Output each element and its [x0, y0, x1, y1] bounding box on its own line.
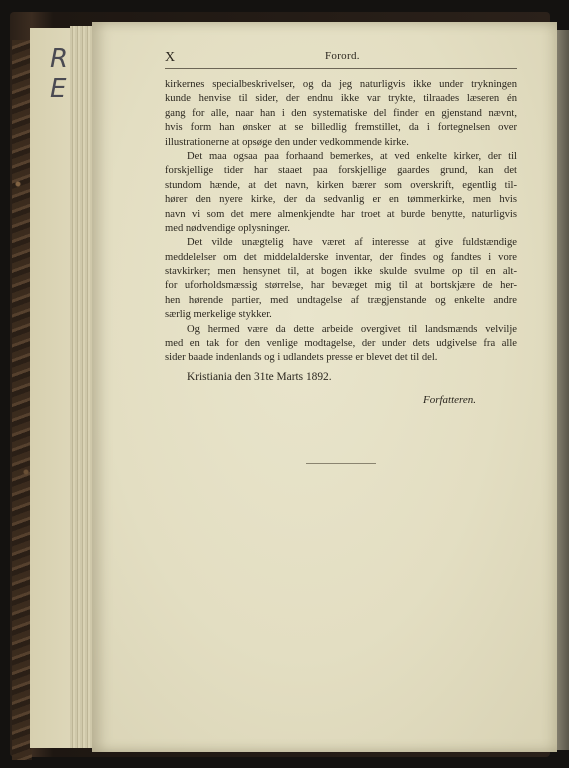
- text-line: gang for alle, naar han i den systematiske del finder en gjenstand nævnt,: [165, 107, 517, 119]
- text-line: hen hørende partier, med undtagelse af trægjenstande og enkelte andre: [165, 294, 517, 306]
- text-line: Og hermed være da dette arbeide overgivet til landsmænds velvilje: [187, 323, 517, 335]
- preface-body: [165, 78, 517, 366]
- text-line: stavkirker; men hensynet til, at bogen ikke skulde svulme op til en alt-: [165, 266, 517, 278]
- place-date-line: Kristiania den 31te Marts 1892.: [187, 371, 332, 383]
- text-line: kunde henvise til sider, der endnu ikke var trykte, tilraades læseren én: [165, 93, 517, 105]
- text-line: forskjellige tider har staaet paa forskjellige gaardes grund, kan det: [165, 165, 517, 177]
- text-line: navn vi som det mere almenkjendte har troet at burde benytte, naturligvis: [165, 208, 517, 220]
- running-head: Forord.: [325, 50, 360, 62]
- text-line: hvis form han ønsker at se billedlig fremstillet, da i fortegnelsen over: [165, 122, 517, 134]
- text-line: Det maa ogsaa paa forhaand bemerkes, at ved enkelte kirker, der til: [187, 150, 517, 162]
- text-line: sider baade indenlands og i udlandets presse er blevet det til del.: [165, 352, 438, 364]
- page-header: [165, 50, 517, 69]
- text-line: meddelelser om det middelalderske inventar, der findes og fandtes i vore: [165, 251, 517, 263]
- text-line: illustrationerne at opsøge den under vedkommende kirke.: [165, 136, 409, 148]
- text-line: med en tak for den venlige modtagelse, der under dets udgivelse fra alle: [165, 338, 517, 350]
- pencil-note-e: E: [50, 74, 67, 104]
- author-signature: Forfatteren.: [423, 394, 477, 406]
- page-number: X: [165, 50, 176, 65]
- pencil-note-r: R: [50, 44, 69, 74]
- text-line: Det vilde unægtelig have været af interesse at give fuldstændige: [187, 237, 517, 249]
- text-line: med nødvendige oplysninger.: [165, 222, 291, 234]
- text-line: hører den nyere kirke, der da sedvanlig er en tømmerkirke, men hvis: [165, 194, 517, 206]
- marbled-endpaper: [12, 40, 32, 760]
- text-line: kirkernes specialbeskrivelser, og da jeg naturligvis ikke under trykningen: [165, 79, 517, 90]
- closing-rule: [306, 463, 376, 464]
- text-line: for uforholdsmæssig størrelse, har bevæget mig til at bortskjære de her-: [165, 280, 517, 292]
- text-line: særlig merkelige stykker.: [165, 309, 272, 321]
- text-line: stundom hænde, at det navn, kirken bærer som overskrift, egentlig til-: [165, 179, 517, 191]
